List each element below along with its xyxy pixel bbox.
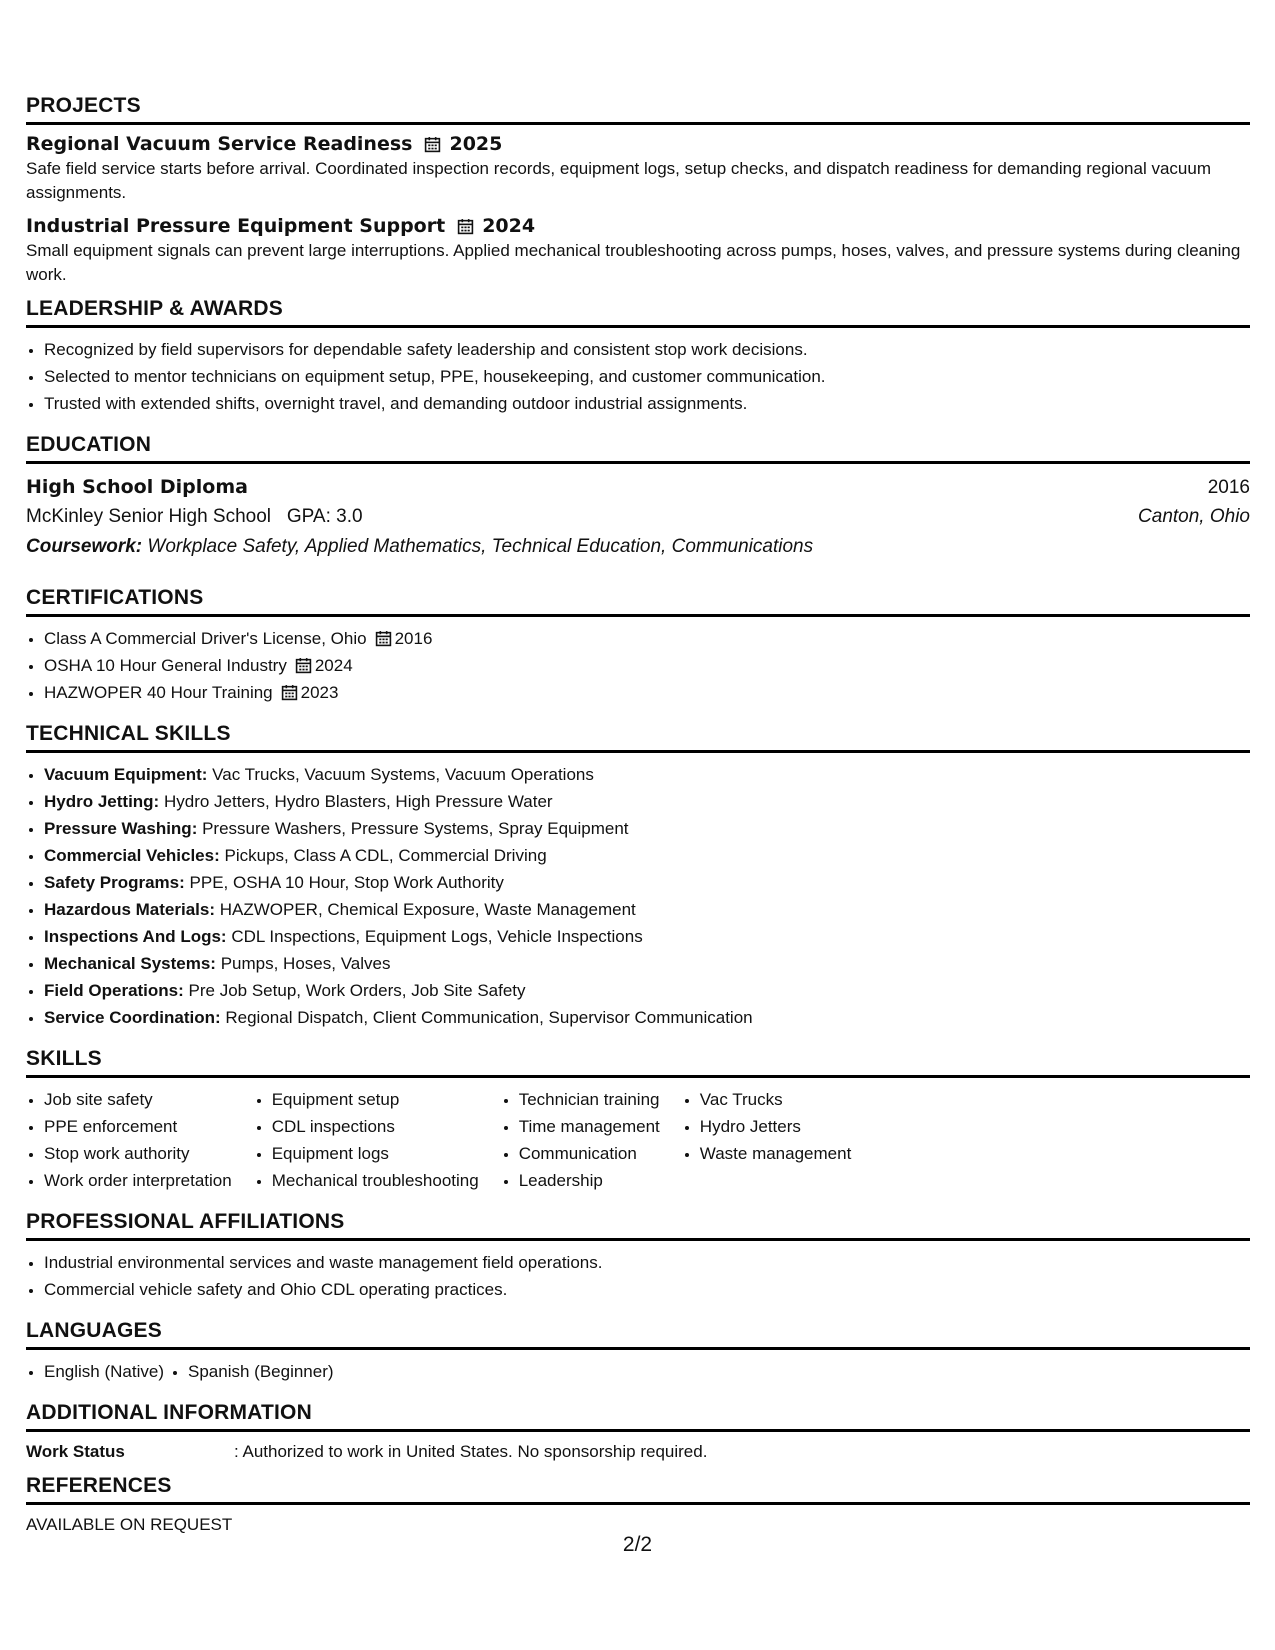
project-title: Regional Vacuum Service Readiness [26,133,413,155]
list-item [44,896,1250,923]
list-item: • Waste management [700,1140,852,1167]
project-title: Industrial Pressure Equipment Support [26,215,446,237]
project-year: 2025 [449,133,503,155]
calendar-icon [375,630,392,647]
skills-section [26,1047,1250,1194]
list-item [44,788,1250,815]
project-description: Small equipment signals can prevent large interruptions. Applied mechanical troubleshooting across pumps, hoses, valves, and pressure systems during cleaning work. [26,241,1241,284]
list-item: • Job site safety [44,1086,232,1113]
list-item: • Trusted with extended shifts, overnight travel, and demanding outdoor industrial assignments. [44,390,1250,417]
list-item: • Leadership [519,1167,660,1194]
education-degree: High School Diploma [26,476,248,498]
skill-value: CDL Inspections, Equipment Logs, Vehicle Inspections [231,927,643,946]
skill-value: HAZWOPER, Chemical Exposure, Waste Management [219,900,636,919]
calendar-icon [457,218,474,235]
skill-label: Commercial Vehicles: [44,846,220,865]
skill-label: Hydro Jetting: [44,792,160,811]
list-item [44,625,1250,652]
project-description: Safe field service starts before arrival. Coordinated inspection records, equipment logs, setup checks, and dispatch readiness for demanding regional vacuum assignments. [26,159,1211,202]
coursework-label: Coursework: [26,536,143,557]
education-coursework [26,532,1250,562]
work-status-label: Work Status [26,1442,125,1461]
list-item: • Recognized by field supervisors for dependable safety leadership and consistent stop work decisions. [44,336,1250,363]
list-item [44,761,1250,788]
skills-column [501,1086,660,1194]
list-item: • Work order interpretation [44,1167,232,1194]
technical-skills-heading: TECHNICAL SKILLS [26,722,1250,753]
education-school: McKinley Senior High School [26,506,272,527]
list-item [44,923,1250,950]
list-item: • Time management [519,1113,660,1140]
skill-label: Service Coordination: [44,1008,221,1027]
list-item [44,977,1250,1004]
list-item: • Stop work authority [44,1140,232,1167]
skill-label: Field Operations: [44,981,184,1000]
skill-label: Vacuum Equipment: [44,765,208,784]
leadership-section [26,297,1250,417]
cert-year: 2024 [314,656,353,675]
coursework-value: Workplace Safety, Applied Mathematics, Technical Education, Communications [147,536,814,557]
skills-column [254,1086,479,1194]
technical-skills-section [26,722,1250,1031]
skills-columns [26,1086,1250,1194]
list-item [44,652,1250,679]
cert-name: • HAZWOPER 40 Hour Training [44,683,273,702]
project-item [26,133,1250,205]
skill-value: Pre Job Setup, Work Orders, Job Site Safety [188,981,526,1000]
project-year: 2024 [482,215,536,237]
affiliations-heading: PROFESSIONAL AFFILIATIONS [26,1210,1250,1241]
skills-heading: SKILLS [26,1047,1250,1078]
page-number: 2/2 [622,1533,653,1556]
education-year: 2016 [1207,477,1250,498]
affiliations-section [26,1210,1250,1303]
references-section [26,1474,1250,1537]
education-section [26,433,1250,562]
list-item: • Technician training [519,1086,660,1113]
skill-value: PPE, OSHA 10 Hour, Stop Work Authority [189,873,504,892]
list-item: • PPE enforcement [44,1113,232,1140]
education-gpa: GPA: 3.0 [286,506,363,527]
list-item: • CDL inspections [272,1113,479,1140]
list-item: • Vac Trucks [700,1086,852,1113]
affiliations-list [26,1249,1250,1303]
list-item [44,1004,1250,1031]
leadership-list [26,336,1250,417]
leadership-heading: LEADERSHIP & AWARDS [26,297,1250,328]
additional-info-heading: ADDITIONAL INFORMATION [26,1401,1250,1432]
project-item [26,215,1250,287]
list-item: • English (Native) [44,1358,164,1385]
technical-skills-list [26,761,1250,1031]
list-item [44,842,1250,869]
calendar-icon [295,657,312,674]
skill-label: Mechanical Systems: [44,954,216,973]
list-item: • Selected to mentor technicians on equipment setup, PPE, housekeeping, and customer communication. [44,363,1250,390]
certifications-heading: CERTIFICATIONS [26,586,1250,617]
list-item: • Communication [519,1140,660,1167]
list-item [44,950,1250,977]
certifications-list [26,625,1250,706]
education-heading: EDUCATION [26,433,1250,464]
references-heading: REFERENCES [26,1474,1250,1505]
list-item: • Commercial vehicle safety and Ohio CDL operating practices. [44,1276,1250,1303]
cert-name: • Class A Commercial Driver's License, Ohio [44,629,367,648]
skill-value: Pumps, Hoses, Valves [220,954,391,973]
references-text: AVAILABLE ON REQUEST [26,1515,233,1534]
skills-column [26,1086,232,1194]
calendar-icon [424,136,441,153]
list-item: • Mechanical troubleshooting [272,1167,479,1194]
languages-heading: LANGUAGES [26,1319,1250,1350]
skill-value: Hydro Jetters, Hydro Blasters, High Pressure Water [163,792,553,811]
skill-value: Regional Dispatch, Client Communication, Supervisor Communication [225,1008,753,1027]
languages-list [26,1358,1250,1385]
list-item [44,815,1250,842]
languages-section [26,1319,1250,1385]
list-item: • Hydro Jetters [700,1113,852,1140]
list-item: • Equipment setup [272,1086,479,1113]
work-status-value: : Authorized to work in United States. No sponsorship required. [234,1442,708,1461]
additional-info-section [26,1401,1250,1464]
skill-value: Pickups, Class A CDL, Commercial Driving [224,846,547,865]
list-item: • Spanish (Beginner) [188,1358,334,1385]
skill-value: Vac Trucks, Vacuum Systems, Vacuum Operations [212,765,594,784]
projects-heading: PROJECTS [26,94,1250,125]
skill-value: Pressure Washers, Pressure Systems, Spray Equipment [202,819,629,838]
skills-column [682,1086,852,1194]
resume-page [26,94,1250,1537]
list-item: • Equipment logs [272,1140,479,1167]
list-item [44,869,1250,896]
list-item [44,679,1250,706]
certifications-section [26,586,1250,706]
list-item: • Industrial environmental services and waste management field operations. [44,1249,1250,1276]
calendar-icon [281,684,298,701]
cert-year: 2016 [394,629,433,648]
education-location: Canton, Ohio [1138,506,1250,527]
cert-year: 2023 [300,683,339,702]
skill-label: Inspections And Logs: [44,927,227,946]
cert-name: • OSHA 10 Hour General Industry [44,656,287,675]
skill-label: Hazardous Materials: [44,900,215,919]
skill-label: Safety Programs: [44,873,185,892]
projects-section [26,94,1250,287]
skill-label: Pressure Washing: [44,819,198,838]
